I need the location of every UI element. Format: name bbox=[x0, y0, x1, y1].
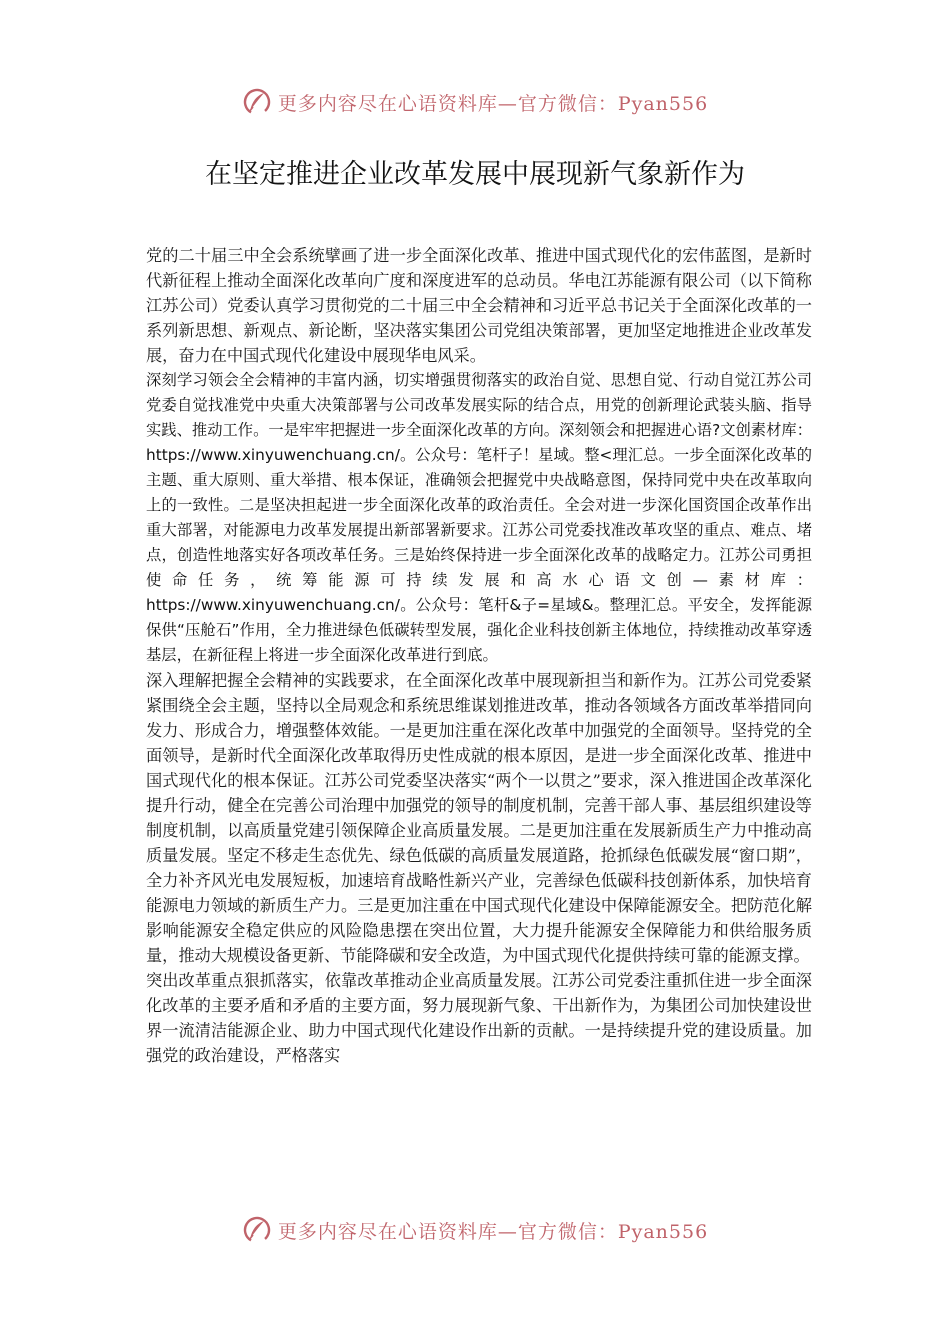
banner-text: 更多内容尽在心语资料库—官方微信：Pyan556 bbox=[277, 92, 709, 115]
article-body bbox=[146, 243, 812, 1068]
paragraph-study: 深刻学习领会全会精神的丰富内涵，切实增强贯彻落实的政治自觉、思想自觉、行动自觉江苏公司党委自觉找准党中央重大决策部署与公司改革发展实际的结合点，用党的创新理论武装头脑、指导实践、推动工作。一是牢牢把握进一步全面深化改革的方向。深刻领会和把握进心语?文创素材库：https://www.xinyuwenchuang.cn/。公众号：笔杆子！星域。整<理汇总。一步全面深化改革的主题、重大原则、重大举措、根本保证，准确领会把握党中央战略意图，保持同党中央在改革取向上的一致性。二是坚决担起进一步全面深化改革的政治责任。全会对进一步深化国资国企改革作出重大部署，对能源电力改革发展提出新部署新要求。江苏公司党委找准改革攻坚的重点、难点、堵点，创造性地落实好各项改革任务。三是始终保持进一步全面深化改革的战略定力。江苏公司勇担使命任务，统筹能源可持续发展和高水心语文创—素材库：https://www.xinyuwenchuang.cn/。公众号：笔杆&子=星域&。整理汇总。平安全，发挥能源保供“压舱石”作用，全力推进绿色低碳转型发展，强化企业科技创新主体地位，持续推动改革穿透基层，在新征程上将进一步全面深化改革进行到底。 bbox=[146, 371, 812, 664]
feather-quill-logo bbox=[242, 1215, 272, 1245]
footer-watermark-banner bbox=[0, 1210, 950, 1250]
header-watermark-banner bbox=[0, 82, 950, 122]
paragraph-intro: 党的二十届三中全会系统擘画了进一步全面深化改革、推进中国式现代化的宏伟蓝图，是新时代新征程上推动全面深化改革向广度和深度进军的总动员。华电江苏能源有限公司（以下简称江苏公司）党委认真学习贯彻党的二十届三中全会精神和习近平总书记关于全面深化改革的一系列新思想、新观点、新论断，坚决落实集团公司党组决策部署，更加坚定地推进企业改革发展，奋力在中国式现代化建设中展现华电风采。 bbox=[146, 246, 812, 365]
paragraph-practice: 深入理解把握全会精神的实践要求，在全面深化改革中展现新担当和新作为。江苏公司党委紧紧围绕全会主题，坚持以全局观念和系统思维谋划推进改革，推动各领域各方面改革举措同向发力、形成合力，增强整体效能。一是更加注重在深化改革中加强党的全面领导。坚持党的全面领导，是新时代全面深化改革取得历史性成就的根本原因，是进一步全面深化改革、推进中国式现代化的根本保证。江苏公司党委坚决落实“两个一以贯之”要求，深入推进国企改革深化提升行动，健全在完善公司治理中加强党的领导的制度机制，完善干部人事、基层组织建设等制度机制，以高质量党建引领保障企业高质量发展。二是更加注重在发展新质生产力中推动高质量发展。坚定不移走生态优先、绿色低碳的高质量发展道路，抢抓绿色低碳发展“窗口期”，全力补齐风光电发展短板，加速培育战略性新兴产业，完善绿色低碳科技创新体系，加快培育能源电力领域的新质生产力。三是更加注重在中国式现代化建设中保障能源安全。把防范化解影响能源安全稳定供应的风险隐患摆在突出位置，大力提升能源安全保障能力和供给服务质量，推动大规模设备更新、节能降碳和安全改造，为中国式现代化提供持续可靠的能源支撑。 bbox=[146, 671, 812, 965]
page-title: 在坚定推进企业改革发展中展现新气象新作为 bbox=[205, 159, 745, 190]
feather-quill-logo bbox=[242, 87, 272, 117]
banner-text: 更多内容尽在心语资料库—官方微信：Pyan556 bbox=[277, 1220, 709, 1243]
paragraph-focus: 突出改革重点狠抓落实，依靠改革推动企业高质量发展。江苏公司党委注重抓住进一步全面深化改革的主要矛盾和矛盾的主要方面，努力展现新气象、干出新作为，为集团公司加快建设世界一流清洁能源企业、助力中国式现代化建设作出新的贡献。一是持续提升党的建设质量。加强党的政治建设，严格落实 bbox=[146, 971, 812, 1065]
